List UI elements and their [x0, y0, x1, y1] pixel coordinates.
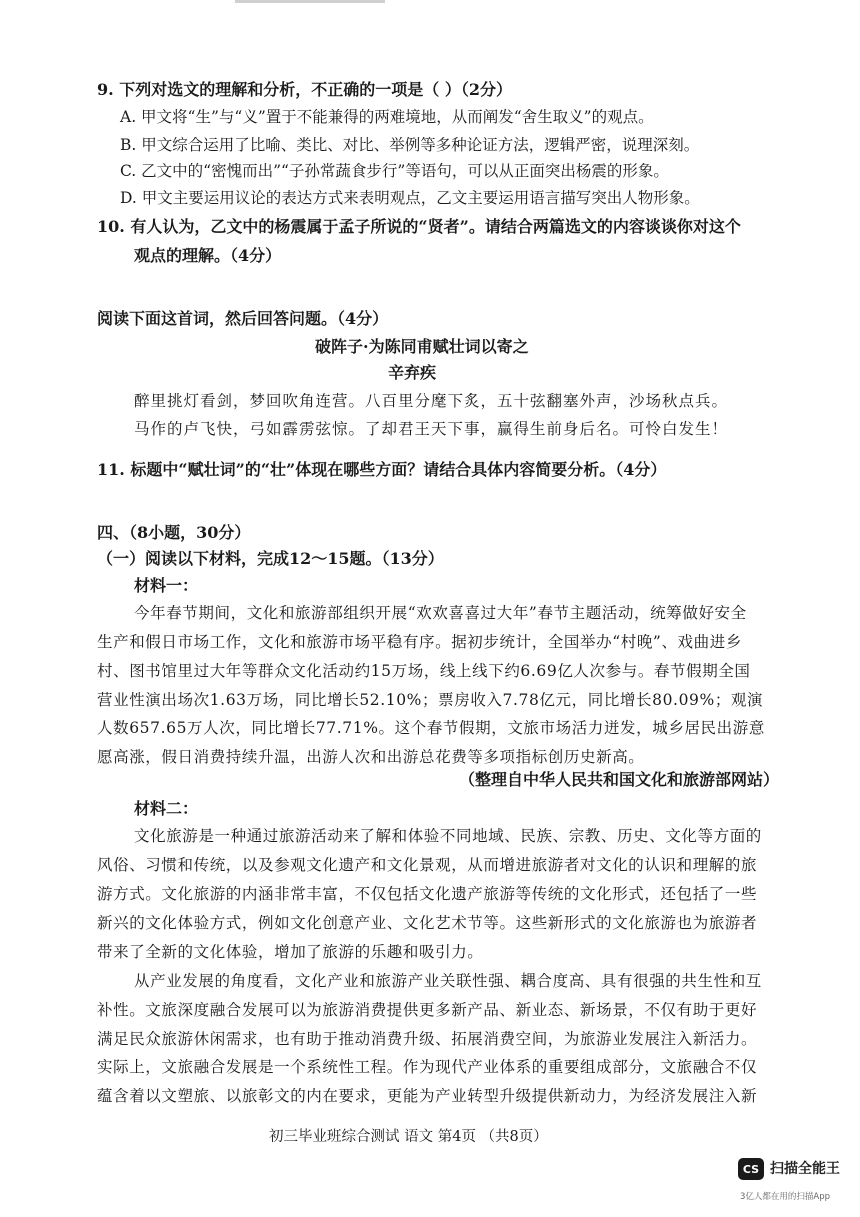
material-2-line: 文化旅游是一种通过旅游活动来了解和体验不同地域、民族、宗教、历史、文化等方面的: [134, 827, 762, 845]
material-2-line: 带来了全新的文化体验，增加了旅游的乐趣和吸引力。: [97, 943, 484, 961]
question-9-option-b: B. 甲文综合运用了比喻、类比、对比、举例等多种论证方法，逻辑严密，说理深刻。: [120, 136, 700, 154]
poem-line-2: 马作的卢飞快，弓如霹雳弦惊。了却君王天下事，赢得生前身后名。可怜白发生！: [134, 420, 729, 438]
material-2-line: 风俗、习惯和传统，以及参观文化遗产和文化景观，从而增进旅游者对文化的认识和理解的旅: [97, 856, 758, 874]
material-2-line: 补性。文旅深度融合发展可以为旅游消费提供更多新产品、新业态、新场景，不仅有助于更好: [97, 1001, 758, 1019]
material-1-line: 人数657.65万人次，同比增长77.71%。这个春节假期，文旅市场活力迸发，城乡居民出游意: [97, 719, 765, 737]
material-2-line: 从产业发展的角度看，文化产业和旅游产业关联性强、耦合度高、具有很强的共生性和互: [134, 972, 762, 990]
question-10-line-2: 观点的理解。（4分）: [134, 246, 282, 265]
camscanner-logo-icon: CS: [738, 1158, 764, 1180]
material-2-line: 新兴的文化体验方式，例如文化创意产业、文化艺术节等。这些新形式的文化旅游也为旅游者: [97, 914, 758, 932]
question-10-line-1: 10. 有人认为，乙文中的杨震属于孟子所说的“贤者”。请结合两篇选文的内容谈谈你对这个: [97, 217, 741, 236]
material-1-line: 村、图书馆里过大年等群众文化活动约15万场，线上线下约6.69亿人次参与。春节假期全国: [97, 662, 751, 680]
scan-edge-mark: [235, 0, 385, 3]
poem-line-1: 醉里挑灯看剑，梦回吹角连营。八百里分麾下炙，五十弦翻塞外声，沙场秋点兵。: [134, 392, 729, 410]
poem-intro: 阅读下面这首词，然后回答问题。（4分）: [97, 309, 389, 328]
question-9-option-d: D. 甲文主要运用议论的表达方式来表明观点，乙文主要运用语言描写突出人物形象。: [120, 189, 700, 207]
material-2-line: 游方式。文化旅游的内涵非常丰富，不仅包括文化遗产旅游等传统的文化形式，还包括了一些: [97, 885, 758, 903]
material-1-label: 材料一：: [134, 576, 199, 595]
poem-author: 辛弃疾: [388, 363, 437, 382]
material-1-source: （整理自中华人民共和国文化和旅游部网站）: [459, 770, 780, 789]
question-9-option-a: A. 甲文将“生”与“义”置于不能兼得的两难境地，从而阐发“舍生取义”的观点。: [120, 108, 654, 126]
material-2-label: 材料二：: [134, 799, 199, 818]
section-4-subheading: （一）阅读以下材料，完成12～15题。（13分）: [97, 549, 444, 568]
material-2-line: 蕴含着以文塑旅、以旅彰文的内在要求，更能为产业转型升级提供新动力，为经济发展注入新: [97, 1087, 758, 1105]
question-9-option-c: C. 乙文中的“密愧而出”“子孙常蔬食步行”等语句，可以从正面突出杨震的形象。: [120, 162, 669, 180]
material-1-line: 生产和假日市场工作，文化和旅游市场平稳有序。据初步统计，全国举办“村晚”、戏曲进乡: [97, 633, 742, 651]
page-footer: 初三毕业班综合测试 语文 第4页 （共8页）: [269, 1129, 548, 1145]
question-9-stem: 9. 下列对选文的理解和分析，不正确的一项是（ ）（2分）: [97, 80, 512, 99]
material-1-line: 愿高涨，假日消费持续升温，出游人次和出游总花费等多项指标创历史新高。: [97, 748, 645, 766]
camscanner-subtitle: 3亿人都在用的扫描App: [740, 1192, 831, 1202]
poem-title: 破阵子·为陈同甫赋壮词以寄之: [315, 337, 529, 356]
section-4-heading: 四、（8小题，30分）: [97, 523, 251, 542]
material-2-line: 实际上，文旅融合发展是一个系统性工程。作为现代产业体系的重要组成部分，文旅融合不仅: [97, 1058, 758, 1076]
material-2-line: 满足民众旅游休闲需求，也有助于推动消费升级、拓展消费空间，为旅游业发展注入新活力。: [97, 1030, 758, 1048]
material-1-line: 今年春节期间，文化和旅游部组织开展“欢欢喜喜过大年”春节主题活动，统筹做好安全: [134, 604, 747, 622]
camscanner-title: 扫描全能王: [770, 1161, 840, 1177]
question-11: 11. 标题中“赋壮词”的“壮”体现在哪些方面？请结合具体内容简要分析。（4分）: [97, 460, 667, 479]
material-1-line: 营业性演出场次1.63万场，同比增长52.10%；票房收入7.78亿元，同比增长80.09%；观演: [97, 691, 764, 709]
